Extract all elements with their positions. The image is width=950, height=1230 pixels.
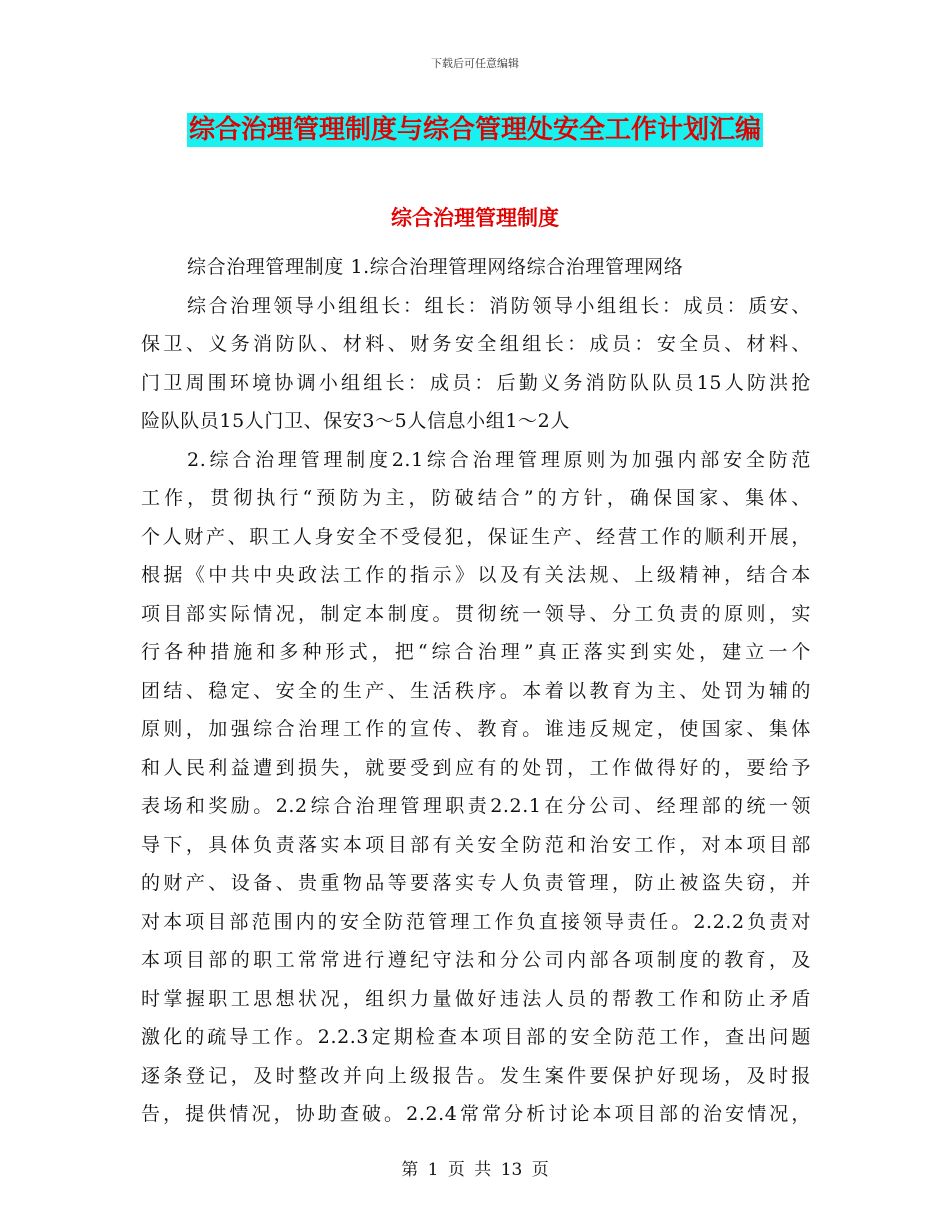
text-line: 综合治理领导小组组长：组长：消防领导小组组长：成员：质安、	[187, 294, 811, 317]
text-line: 原则，加强综合治理工作的宣传、教育。谁违反规定，使国家、集体	[141, 718, 811, 740]
text-line: 的财产、设备、贵重物品等要落实专人负责管理，防止被盗失窃，并	[141, 872, 811, 894]
text-line: 保卫、义务消防队、材料、财务安全组组长：成员：安全员、材料、	[141, 333, 811, 355]
text-line: 对本项目部范围内的安全防范管理工作负直接领导责任。2.2.2负责对	[141, 910, 811, 933]
text-line: 导下，具体负责落实本项目部有关安全防范和治安工作，对本项目部	[141, 833, 811, 856]
header-note: 下载后可任意编辑	[431, 57, 519, 70]
text-line: 项目部实际情况，制定本制度。贯彻统一领导、分工负责的原则，实	[141, 602, 811, 625]
text-line: 工作，贯彻执行“预防为主，防破结合”的方针，确保国家、集体、	[141, 487, 811, 509]
text-line: 根据《中共中央政法工作的指示》以及有关法规、上级精神，结合本	[141, 564, 811, 586]
text-line: 本项目部的职工常常进行遵纪守法和分公司内部各项制度的教育，及	[141, 949, 811, 971]
text-line: 行各种措施和多种形式，把“综合治理”真正落实到实处，建立一个	[141, 641, 811, 663]
text-line: 团结、稳定、安全的生产、生活秩序。本着以教育为主、处罚为辅的	[141, 679, 811, 702]
text-line: 门卫周围环境协调小组组长：成员：后勤义务消防队队员15人防洪抢	[141, 371, 811, 394]
text-line: 和人民利益遭到损失，就要受到应有的处罚，工作做得好的，要给予	[141, 756, 811, 779]
main-title-wrap	[0, 113, 950, 147]
text-line: 险队队员15人门卫、保安3～5人信息小组1～2人	[141, 410, 570, 432]
text-line: 个人财产、职工人身安全不受侵犯，保证生产、经营工作的顺利开展，	[141, 525, 811, 548]
text-line: 表场和奖励。2.2综合治理管理职责2.2.1在分公司、经理部的统一领	[141, 795, 811, 817]
text-line: 逐条登记，及时整改并向上级报告。发生案件要保护好现场，及时报	[141, 1064, 811, 1087]
page-footer: 第 1 页 共 13 页	[401, 1160, 549, 1180]
main-title: 综合治理管理制度与综合管理处安全工作计划汇编	[188, 115, 761, 145]
section-title: 综合治理管理制度	[391, 206, 559, 230]
text-line: 时掌握职工思想状况，组织力量做好违法人员的帮教工作和防止矛盾	[141, 987, 811, 1010]
text-line: 综合治理管理制度 1.综合治理管理网络综合治理管理网络	[187, 256, 684, 278]
text-line: 2.综合治理管理制度2.1综合治理管理原则为加强内部安全防范	[187, 448, 811, 471]
body-text	[141, 248, 811, 1134]
text-line: 告，提供情况，协助查破。2.2.4常常分析讨论本项目部的治安情况，	[141, 1103, 811, 1125]
text-line: 激化的疏导工作。2.2.3定期检查本项目部的安全防范工作，查出问题	[141, 1026, 811, 1048]
